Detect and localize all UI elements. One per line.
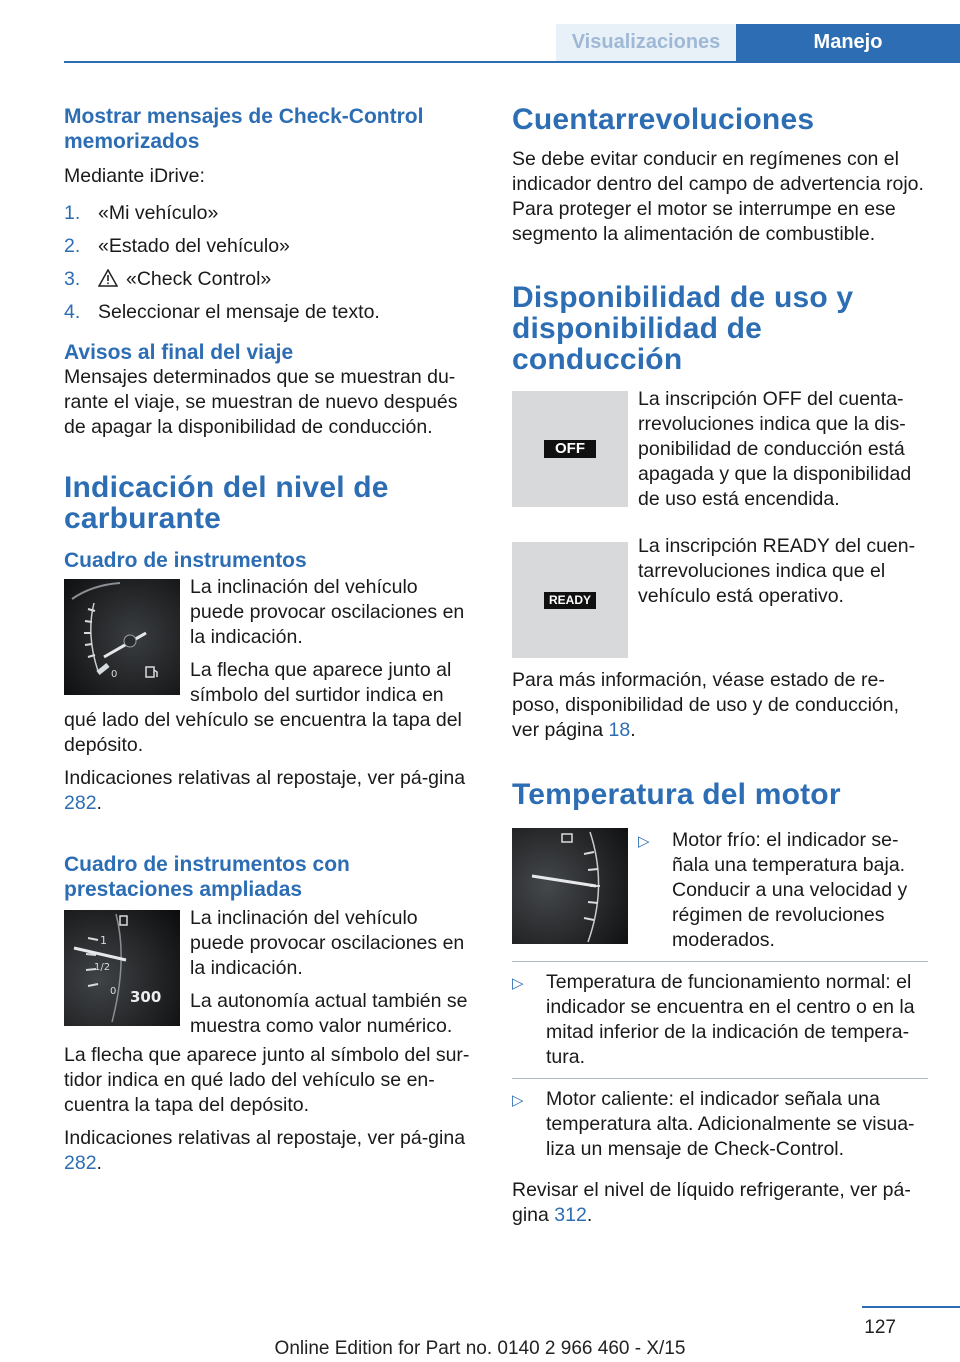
paragraph-ampliadas-2: La autonomía actual también se muestra como valor numérico. (190, 990, 468, 1037)
heading-mostrar-mensajes: Mostrar mensajes de Check-Control memorizados (64, 105, 424, 153)
bullet-triangle-icon: ▷ (512, 975, 524, 992)
heading-temperatura-motor: Temperatura del motor (512, 778, 841, 811)
tab-manejo[interactable]: Manejo (736, 24, 960, 61)
list-item (64, 201, 476, 234)
range-value-label: 300 (130, 988, 162, 1006)
paragraph-cuentarrevoluciones: Se debe evitar conducir en regímenes con el indicador dentro del campo de advertencia rojo. Para proteger el motor se interrumpe en ese segmento la alimentación de combustible. (512, 148, 924, 245)
divider (512, 1078, 928, 1079)
step-text: Seleccionar el mensaje de texto. (98, 301, 380, 323)
temperature-list-last (512, 1087, 928, 1162)
page-link-282[interactable]: 282 (64, 792, 97, 814)
heading-nivel-carburante: Indicación del nivel de carburante (64, 471, 389, 535)
gauge-full-label: 1 (100, 934, 107, 947)
paragraph-ampliadas-4: Indicaciones relativas al repostaje, ver pá-gina 282. (64, 1127, 466, 1174)
left-column (64, 104, 476, 1176)
heading-disponibilidad: Disponibilidad de uso y disponibilidad de conducción (512, 281, 854, 376)
step-number: 4. (64, 301, 81, 323)
list-item (64, 300, 476, 333)
step-number: 2. (64, 235, 81, 257)
bullet-triangle-icon: ▷ (638, 833, 650, 850)
right-column (512, 104, 928, 1228)
gauge-empty-label: 0 (110, 986, 117, 997)
list-item: ▷ Temperatura de funcionamiento normal: el indicador se encuentra en el centro o en la mitad inferior de la indicación de tempera-tura. (512, 971, 915, 1068)
heading-cuentarrevoluciones: Cuentarrevoluciones (512, 103, 815, 136)
fuel-gauge-image (64, 579, 180, 695)
tab-visualizaciones[interactable]: Visualizaciones (556, 24, 736, 61)
step-number: 3. (64, 268, 81, 290)
warning-triangle-icon (98, 269, 118, 294)
ready-label: READY (544, 592, 596, 609)
page-link-18[interactable]: 18 (608, 719, 631, 741)
temperature-list-first (638, 828, 928, 953)
ready-indicator-image (512, 542, 628, 658)
page-link-312[interactable]: 312 (554, 1204, 587, 1226)
temperature-gauge-image (512, 828, 628, 944)
paragraph-avisos: Mensajes determinados que se muestran du-rante el viaje, se muestran de nuevo después de apagar la disponibilidad de conducción. (64, 366, 458, 438)
heading-prestaciones-ampliadas: Cuadro de instrumentos con prestaciones ampliadas (64, 853, 350, 901)
extended-fuel-gauge-image (64, 910, 180, 1026)
page-number: 127 (864, 1317, 896, 1338)
paragraph-cuadro-3: Indicaciones relativas al repostaje, ver pá-gina 282. (64, 767, 466, 814)
list-item: ▷ Motor frío: el indicador se-ñala una temperatura baja. Conducir a una velocidad y régimen de revoluciones moderados. (638, 829, 908, 951)
temperature-block (512, 828, 928, 953)
idrive-steps-list (64, 201, 476, 333)
page-link-282[interactable]: 282 (64, 1152, 97, 1174)
paragraph-cuadro-1: La inclinación del vehículo puede provocar oscilaciones en la indicación. (190, 576, 465, 648)
off-block (512, 387, 928, 512)
paragraph-revisar: Revisar el nivel de líquido refrigerante, ver pá-gina 312. (512, 1179, 911, 1226)
paragraph-idrive: Mediante iDrive: (64, 165, 205, 187)
paragraph-off: La inscripción OFF del cuenta-rrevoluciones indica que la dis-ponibilidad de conducción está apagada y que la disponibilidad de uso está encendida. (638, 388, 912, 510)
paragraph-cuadro-2: La flecha que aparece junto al símbolo del surtidor indica en qué lado del vehículo se encuentra la tapa del depósito. (64, 659, 462, 756)
gauge-zero-label: 0 (111, 669, 118, 680)
paragraph-ampliadas-1: La inclinación del vehículo puede provocar oscilaciones en la indicación. (190, 907, 465, 979)
footer-rule (862, 1306, 960, 1308)
bullet-triangle-icon: ▷ (512, 1092, 524, 1109)
divider (512, 961, 928, 962)
paragraph-ready: La inscripción READY del cuen-tarrevoluciones indica que el vehículo está operativo. (638, 535, 916, 607)
list-item: ▷ Motor caliente: el indicador señala una temperatura alta. Adicionalmente se visua-liza un mensaje de Check-Control. (512, 1088, 915, 1160)
step-text: «Check Control» (126, 268, 272, 290)
temperature-list-rest (512, 970, 928, 1070)
step-number: 1. (64, 202, 81, 224)
step-text: «Estado del vehículo» (98, 235, 290, 257)
step-text: «Mi vehículo» (98, 202, 219, 224)
off-indicator-image (512, 391, 628, 507)
heading-cuadro-instrumentos: Cuadro de instrumentos (64, 549, 307, 572)
gauge-half-label: 1/2 (94, 962, 111, 973)
paragraph-ampliadas-3: La flecha que aparece junto al símbolo del sur-tidor indica en qué lado del vehículo se en-cuentra la tapa del depósito. (64, 1044, 470, 1116)
off-label: OFF (544, 440, 596, 458)
header-rule (64, 61, 960, 63)
ready-block (512, 534, 928, 658)
edition-footer: Online Edition for Part no. 0140 2 966 460 - X/15 (274, 1338, 686, 1359)
heading-avisos: Avisos al final del viaje (64, 341, 294, 364)
paragraph-mas-informacion: Para más información, véase estado de re-poso, disponibilidad de uso y de conducción, ver página 18. (512, 669, 900, 741)
list-item (64, 267, 476, 300)
list-item (64, 234, 476, 267)
